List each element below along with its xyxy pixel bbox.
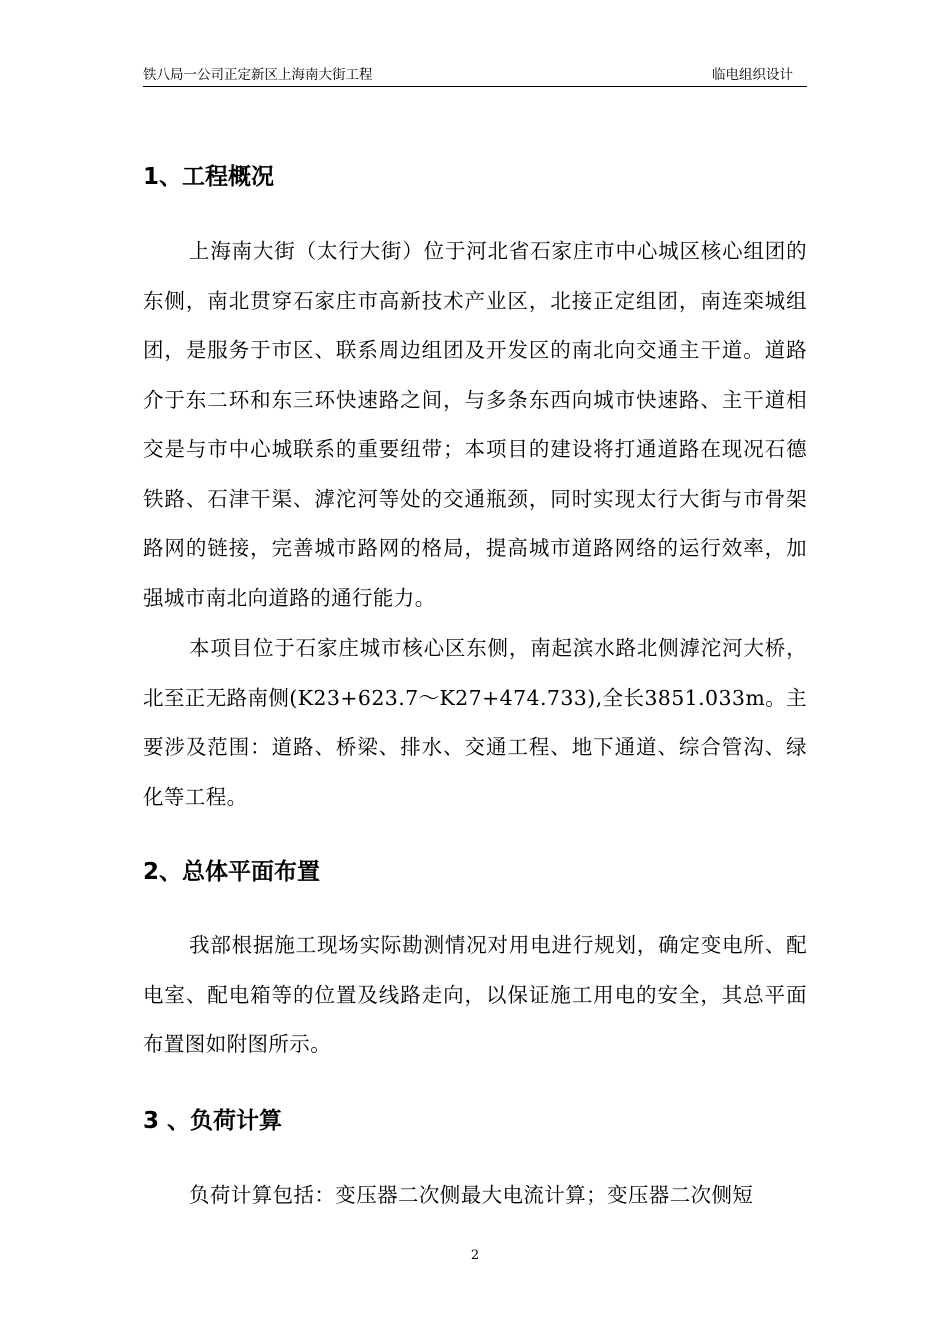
page-number: 2 (470, 1248, 480, 1263)
section-3-heading: 3 、负荷计算 (143, 1108, 283, 1134)
header-document-title: 临电组织设计 (712, 67, 793, 83)
section-1-heading: 1、工程概况 (143, 164, 275, 190)
section-1-paragraph-1: 上海南大街（太行大街）位于河北省石家庄市中心城区核心组团的东侧，南北贯穿石家庄市高新技术产业区，北接正定组团，南连栾城组团，是服务于市区、联系周边组团及开发区的南北向交通主干道。道路介于东二环和东三环快速路之间，与多条东西向城市快速路、主干道相交是与市中心城联系的重要纽带；本项目的建设将打通道路在现况石德铁路、石津干渠、滹沱河等处的交通瓶颈，同时实现太行大街与市骨架路网的链接，完善城市路网的格局，提高城市道路网络的运行效率，加强城市南北向道路的通行能力。 (143, 239, 807, 610)
section-1-paragraph-2: 本项目位于石家庄城市核心区东侧，南起滨水路北侧滹沱河大桥，北至正无路南侧(K23+623.7～K27+474.733),全长3851.033m。主要涉及范围：道路、桥梁、排水、交通工程、地下通道、综合管沟、绿化等工程。 (143, 636, 807, 809)
section-2-paragraph-1: 我部根据施工现场实际勘测情况对用电进行规划，确定变电所、配电室、配电箱等的位置及线路走向，以保证施工用电的安全，其总平面布置图如附图所示。 (143, 933, 807, 1056)
section-2-heading: 2、总体平面布置 (143, 859, 321, 885)
page-header (143, 64, 807, 87)
section-3-paragraph-1: 负荷计算包括：变压器二次侧最大电流计算；变压器二次侧短 (189, 1183, 754, 1207)
header-project-title: 铁八局一公司正定新区上海南大街工程 (143, 67, 373, 83)
